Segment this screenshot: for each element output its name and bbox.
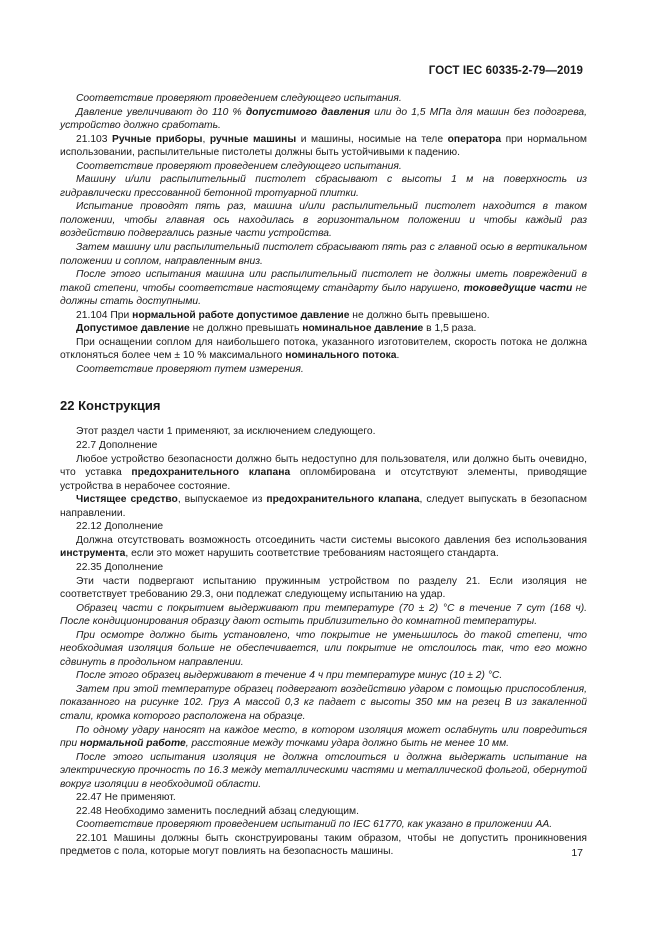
text-run: Давление увеличивают до 110 %: [76, 106, 246, 118]
text-run: После этого испытания машина или распылительный пистолет не должны иметь повреждений в такой степени, чтобы соответствие настоящему стандарту было нарушено,: [60, 269, 587, 294]
text-run: Соответствие проверяют путем измерения.: [76, 363, 304, 375]
text-run: номинального потока: [285, 350, 397, 362]
text-run: Соответствие проверяют проведением следующего испытания.: [76, 93, 402, 104]
paragraph: [60, 520, 587, 534]
document-header: ГОСТ IEC 60335-2-79—2019: [428, 65, 583, 77]
text-run: не должны стать доступными.: [60, 282, 587, 308]
paragraph: [60, 575, 587, 602]
text-run: По одному удару наносят на каждое место, в котором изоляция может ослабнуть или повредиться при: [60, 724, 587, 750]
text-run: нормальной работе допустимое давление: [132, 309, 350, 321]
text-run: ,: [202, 133, 210, 145]
text-run: номинальное давление: [302, 323, 424, 335]
text-run: при нормальном использовании, распылительные пистолеты должны быть устойчивыми к падению.: [60, 133, 588, 159]
paragraph: [60, 173, 587, 200]
text-run: Эти части подвергают испытанию пружинным устройством по разделу 21. Если изоляция не соответствует требованию 29.3, они подлежат следующему испытанию на удар.: [60, 575, 587, 601]
text-run: Затем машину или распылительный пистолет сбрасывают пять раз с главной осью в вертикальном положении и соплом, направленным вниз.: [60, 242, 587, 267]
paragraph: [60, 363, 587, 377]
text-run: , если это может нарушить соответствие требованиям настоящего стандарта.: [125, 548, 499, 560]
paragraph: [60, 805, 587, 819]
text-run: После этого испытания изоляция не должна отслоиться и должна выдержать испытание на электрическую прочность по 16.3 между металлическими частями и металлической фольгой, обернутой вокруг изоляции в необходимой области.: [60, 751, 587, 790]
paragraph: [60, 724, 587, 751]
paragraph: [60, 133, 587, 160]
text-run: токоведущие части: [463, 282, 573, 294]
text-run: не должно быть превышено.: [349, 309, 490, 321]
paragraph: [60, 425, 587, 439]
text-run: Ручные приборы: [112, 133, 203, 145]
paragraph: [60, 561, 587, 575]
paragraph: [60, 683, 587, 724]
text-run: 22.35 Дополнение: [76, 561, 164, 573]
text-run: и машины, носимые на теле: [296, 133, 448, 145]
text-run: Любое устройство безопасности должно быть недоступно для пользователя, или должно быть очевидно, что уставка: [60, 453, 587, 479]
text-run: , расстояние между точками удара должно быть не менее 10 мм.: [185, 738, 510, 750]
paragraph: [60, 453, 587, 494]
text-run: 21.104 При: [76, 309, 133, 321]
text-run: Машину и/или распылительный пистолет сбрасывают с высоты 1 м на поверхность из гидравлически прессованной бетонной тротуарной плитки.: [60, 174, 587, 199]
text-run: .: [396, 350, 400, 362]
text-run: инструмента: [60, 548, 126, 560]
paragraph-block-clause-21: [60, 92, 587, 376]
paragraph: [60, 669, 587, 683]
text-run: ручные машины: [209, 133, 297, 145]
text-run: 22.48 Необходимо заменить последний абзац следующим.: [76, 805, 359, 817]
text-run: 22.47 Не применяют.: [76, 792, 176, 804]
text-run: не должно превышать: [189, 323, 303, 335]
text-run: Испытание проводят пять раз, машина и/или распылительный пистолет находится в таком положении, чтобы главная ось находилась в горизонтальном положении и чтобы каждый раз воздействию подвергались разные части устройства.: [60, 201, 587, 240]
text-run: 22.7 Дополнение: [76, 440, 158, 452]
paragraph: [60, 534, 587, 561]
paragraph: [60, 160, 587, 174]
paragraph-block-clause-22: [60, 425, 587, 859]
paragraph: [60, 200, 587, 241]
paragraph: [60, 322, 587, 336]
page-content: [60, 92, 587, 859]
text-run: в 1,5 раза.: [423, 323, 477, 335]
text-run: , выпускаемое из: [177, 494, 267, 506]
text-run: 21.103: [76, 133, 113, 145]
text-run: Соответствие проверяют проведением следующего испытания.: [76, 160, 402, 172]
text-run: , следует выпускать в безопасном направлении.: [60, 494, 587, 519]
page-number: 17: [571, 847, 583, 859]
text-run: оператора: [447, 133, 502, 145]
text-run: нормальной работе: [79, 738, 186, 750]
text-run: Образец части с покрытием выдерживают при температуре (70 ± 2) °С в течение 7 сут (168 ч). После кондиционирования образцу дают остыть приблизительно до комнатной температуры.: [60, 602, 587, 628]
text-run: или до 1,5 МПа для машин без подогрева, устройство должно сработать.: [60, 106, 587, 132]
text-run: При осмотре должно быть установлено, что покрытие не уменьшилось до такой степени, что необходимая изоляция больше не обеспечивается, или покрытие не отслоилось так, что его можно сдвинуть в продольном направлении.: [60, 629, 587, 668]
text-run: предохранительного клапана: [131, 467, 291, 479]
paragraph: [60, 268, 587, 309]
paragraph: [60, 818, 587, 832]
text-run: предохранительного клапана: [266, 494, 420, 506]
section-title: 22 Конструкция: [60, 398, 161, 414]
text-run: Соответствие проверяют проведением испытаний по IEC 61770, как указано в приложении АА.: [76, 819, 553, 831]
paragraph: [60, 832, 587, 859]
text-run: Затем при этой температуре образец подвергают воздействию ударом с помощью приспособления, показанного на рисунке 102. Груз А массой 0,3 кг падает с высоты 350 мм на резец В из закаленной стали, кромка которого расположена на образце.: [60, 683, 587, 722]
text-run: 22.12 Дополнение: [76, 521, 164, 533]
text-run: Допустимое давление: [76, 323, 190, 335]
paragraph: [60, 602, 587, 629]
paragraph: [60, 106, 587, 133]
text-run: опломбирована и отсутствуют элементы, приводящие устройства в нерабочее состояние.: [60, 467, 587, 492]
text-run: При оснащении соплом для наибольшего потока, указанного изготовителем, скорость потока не должна отклоняться более чем ± 10 % максимального: [60, 336, 587, 362]
text-run: Чистящее средство: [76, 494, 178, 506]
text-run: После этого образец выдерживают в течение 4 ч при температуре минус (10 ± 2) °С.: [76, 670, 503, 682]
paragraph: [60, 439, 587, 453]
text-run: Этот раздел части 1 применяют, за исключением следующего.: [76, 426, 376, 438]
paragraph: [60, 751, 587, 792]
text-run: 22.101 Машины должны быть сконструированы таким образом, чтобы не допустить проникновения предметов с пола, которые могут повлиять на безопасность машины.: [60, 832, 587, 858]
paragraph: [60, 92, 587, 106]
text-run: Должна отсутствовать возможность отсоединить части системы высокого давления без использования: [76, 534, 587, 546]
text-run: допустимого давления: [245, 106, 371, 118]
paragraph: [60, 241, 587, 268]
paragraph: [60, 336, 587, 363]
paragraph: [60, 629, 587, 670]
paragraph: [60, 309, 587, 323]
paragraph: [60, 791, 587, 805]
paragraph: [60, 493, 587, 520]
